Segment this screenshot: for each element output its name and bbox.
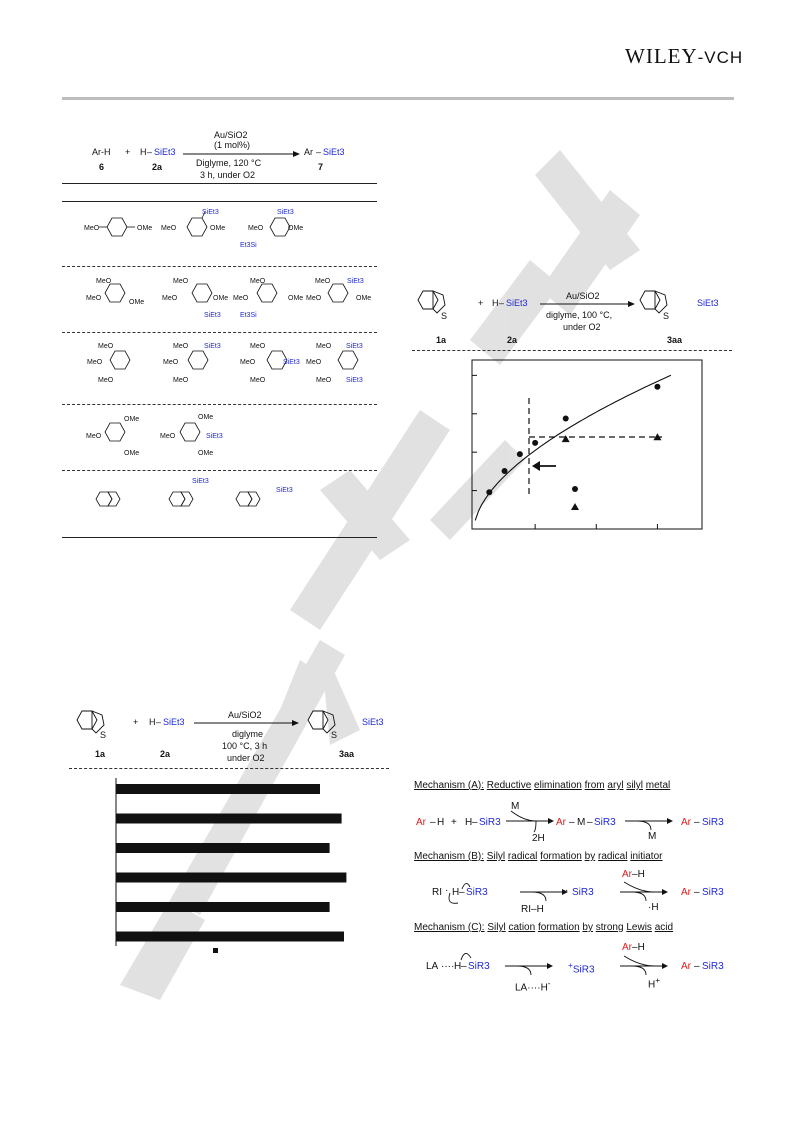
mech-b-curly-arrows: [444, 875, 474, 905]
structure-silyl-trimethoxybenzene-123: [183, 345, 243, 395]
scheme3-catalyst: Au/SiO2: [228, 710, 262, 720]
data-point-circle: [517, 451, 523, 457]
label-ome: OMe: [213, 295, 229, 302]
label-ome: OMe: [288, 225, 304, 232]
scheme3-bond: –: [156, 717, 162, 727]
mech-b-sir3-3: SiR3: [702, 887, 724, 898]
structure-1-silyl-naphthalene: [165, 488, 215, 518]
label-et3si: Et3Si: [240, 242, 257, 249]
structure-trimethoxybenzene-123: [105, 345, 165, 395]
scheme3-conditions-1: diglyme: [232, 729, 264, 739]
scheme3-divider: [69, 768, 389, 769]
mech-b-radical-dot: ·: [445, 885, 449, 896]
label-ome: OMe: [137, 225, 153, 232]
scheme3-conditions-3: under O2: [227, 753, 265, 763]
label-meo: MeO: [315, 278, 331, 285]
label-ome: OMe: [198, 450, 214, 457]
label-siet3: SiEt3: [347, 278, 364, 285]
mech-c-dotted-bond: ····: [441, 961, 455, 972]
label-siet3: SiEt3: [202, 209, 219, 216]
mech-b-h: H: [452, 887, 460, 898]
scheme3-product-sulfur: S: [331, 730, 338, 740]
label-meo: MeO: [98, 343, 114, 350]
label-meo: MeO: [250, 278, 266, 285]
label-siet3: SiEt3: [204, 343, 221, 350]
mech-c-arh: Ar–H: [622, 942, 645, 953]
label-meo: MeO: [86, 433, 102, 440]
mech-a-2h: 2H: [532, 833, 545, 844]
mech-c-silyl-cation: +SiR3: [568, 960, 595, 976]
label-meo: MeO: [87, 359, 103, 366]
label-ome: OMe: [129, 299, 145, 306]
label-meo: MeO: [163, 359, 179, 366]
scheme1-plus: +: [125, 147, 131, 157]
fit-curve: [475, 375, 671, 520]
label-siet3: SiEt3: [346, 343, 363, 350]
mech-a-ar-2: Ar: [556, 817, 566, 828]
data-point-circle: [502, 468, 508, 474]
mech-a-h2: H: [465, 817, 473, 828]
scheme2-h: H: [492, 298, 499, 308]
label-meo: MeO: [160, 433, 176, 440]
table-divider: [62, 332, 377, 333]
label-meo: MeO: [173, 278, 189, 285]
mech-a-plus: +: [451, 817, 457, 828]
data-point-circle: [654, 384, 660, 390]
scheme1-conditions-2: 3 h, under O2: [200, 170, 256, 180]
scheme2-label-1a: 1a: [436, 335, 447, 345]
scheme2-product-silane: SiEt3: [697, 298, 719, 308]
scheme1-reactant-aryl: Ar-H: [92, 147, 111, 157]
mech-a-sir3-3: SiR3: [702, 817, 724, 828]
label-siet3: SiEt3: [206, 433, 223, 440]
scheme2-sulfur: S: [441, 311, 448, 321]
mech-a-bond4: –: [587, 817, 593, 828]
bar: [116, 873, 346, 883]
mech-a-h: H: [437, 817, 445, 828]
table-rule-bottom: [62, 537, 377, 538]
scheme3-plus: +: [133, 717, 139, 727]
scheme2-product-sulfur: S: [663, 311, 670, 321]
mech-c-sir3: SiR3: [468, 961, 490, 972]
scheme3-label-3aa: 3aa: [339, 749, 355, 759]
mechanism-a-title: Mechanism (A): Reductive elimination from aryl silyl metal: [414, 780, 671, 791]
label-meo: MeO: [173, 377, 189, 384]
mech-c-h: H: [454, 961, 462, 972]
mech-b-ar: Ar: [681, 887, 691, 898]
label-meo: MeO: [250, 343, 266, 350]
scheme3-benzothiophene: [74, 707, 134, 747]
mechanism-c-title: Mechanism (C): Silyl cation formation by strong Lewis acid: [414, 922, 674, 933]
removal-arrow: [532, 461, 556, 471]
bar: [116, 932, 344, 942]
scheme3-silane: SiEt3: [163, 717, 185, 727]
scheme2-catalyst: Au/SiO2: [566, 291, 600, 301]
label-siet3: SiEt3: [204, 312, 221, 319]
table-divider: [62, 404, 377, 405]
scheme3-sulfur: S: [100, 730, 107, 740]
scheme1-catalyst: Au/SiO2: [214, 130, 248, 140]
mech-a-bond5: –: [694, 817, 700, 828]
mech-b-rih: RI–H: [521, 904, 544, 915]
label-ome: OMe: [198, 414, 214, 421]
mech-a-metal: M: [511, 801, 520, 812]
chart-frame: [472, 360, 702, 529]
mech-c-ar: Ar: [681, 961, 691, 972]
structure-silyl-trimethoxybenzene-124: [262, 345, 322, 395]
mech-c-bond-2: –: [694, 961, 700, 972]
scheme2-label-2a: 2a: [507, 335, 518, 345]
scheme2-silane: SiEt3: [506, 298, 528, 308]
label-meo: MeO: [316, 377, 332, 384]
mech-b-bond-2: –: [694, 887, 700, 898]
mech-b-sir3: SiR3: [466, 887, 488, 898]
scheme1-conditions-1: Diglyme, 120 °C: [196, 158, 262, 168]
label-ome: OMe: [288, 295, 304, 302]
scheme3-product-silane: SiEt3: [362, 717, 384, 727]
scheme1-product-aryl: Ar: [304, 147, 313, 157]
mech-a-arrow-1: [506, 808, 556, 838]
scheme3-label-2a: 2a: [160, 749, 171, 759]
label-meo: MeO: [173, 343, 189, 350]
label-meo: MeO: [84, 225, 100, 232]
mech-c-arrow-2: [620, 953, 670, 983]
scheme3-product-benzothiophene: [305, 707, 365, 747]
structure-silyl-trimethoxybenzene-135: [175, 417, 235, 467]
mech-a-metal-3: M: [648, 831, 657, 842]
label-ome: OMe: [124, 450, 140, 457]
scheme1-silane-bond: –: [147, 147, 153, 157]
scheme2-label-3aa: 3aa: [667, 335, 683, 345]
data-point-circle: [532, 440, 538, 446]
recycle-bar-chart: [116, 778, 386, 958]
bar: [116, 784, 320, 794]
label-ome: OMe: [124, 416, 140, 423]
data-point-circle: [563, 416, 569, 422]
scheme2-divider: [412, 350, 732, 351]
label-meo: MeO: [240, 359, 256, 366]
label-ome: OMe: [210, 225, 226, 232]
table-rule-head: [62, 201, 377, 202]
scheme2-bond: –: [499, 298, 505, 308]
scheme1-silane: SiEt3: [154, 147, 176, 157]
bar: [116, 814, 342, 824]
mech-c-bond: –: [461, 961, 467, 972]
bar: [116, 843, 330, 853]
scheme3-label-1a: 1a: [95, 749, 106, 759]
kinetic-chart: [472, 360, 704, 530]
mech-c-sir3-3: SiR3: [702, 961, 724, 972]
publisher-logo: WILEY-VCH: [625, 44, 744, 68]
mech-b-radical-dot-2: ·: [565, 885, 569, 896]
mech-b-ri: RI: [432, 887, 442, 898]
scheme1-silane-h: H: [140, 147, 147, 157]
label-meo: MeO: [161, 225, 177, 232]
mech-b-arh: Ar–H: [622, 869, 645, 880]
mech-c-proton: H+: [648, 975, 661, 991]
structure-naphthalene: [92, 488, 142, 518]
table-divider: [62, 470, 377, 471]
label-meo: MeO: [306, 295, 322, 302]
mechanism-b-title: Mechanism (B): Silyl radical formation by radical initiator: [414, 851, 663, 862]
table-divider: [62, 266, 377, 267]
scheme2-arrow: [540, 300, 640, 310]
legend-square-marker: [213, 948, 218, 953]
label-ome: OMe: [356, 295, 372, 302]
mech-b-h-radical: ·H: [648, 902, 659, 913]
mech-a-bond: –: [430, 817, 436, 828]
legend-circle-marker: [572, 486, 578, 492]
scheme1-loading: (1 mol%): [214, 140, 251, 150]
mech-a-sir3-2: SiR3: [594, 817, 616, 828]
mech-b-sir3-radical: SiR3: [572, 887, 594, 898]
scheme3-conditions-2: 100 °C, 3 h: [222, 741, 268, 751]
scheme1-label-6: 6: [99, 162, 105, 172]
structure-bis-silyl-trimethoxybenzene-123: [333, 345, 393, 395]
mech-a-sir3: SiR3: [479, 817, 501, 828]
label-et3si: Et3Si: [240, 312, 257, 319]
mech-c-la: LA: [426, 961, 439, 972]
scheme2-plus: +: [478, 298, 484, 308]
scheme3-arrow: [194, 719, 304, 729]
scheme1-product-bond: –: [316, 147, 322, 157]
label-siet3: SiEt3: [277, 209, 294, 216]
scheme1-label-2a: 2a: [152, 162, 163, 172]
scheme2-conditions-1: diglyme, 100 °C,: [546, 310, 613, 320]
label-meo: MeO: [96, 278, 112, 285]
data-point-circle: [486, 489, 492, 495]
label-siet3: SiEt3: [192, 478, 209, 485]
mech-a-metal-2: M: [577, 817, 586, 828]
label-meo: MeO: [306, 359, 322, 366]
mech-b-bond: –: [459, 887, 465, 898]
bar: [116, 902, 330, 912]
data-point-triangle: [562, 435, 570, 442]
scheme2-conditions-2: under O2: [563, 322, 601, 332]
label-meo: MeO: [162, 295, 178, 302]
scheme1-product-silane: SiEt3: [323, 147, 345, 157]
scheme1-label-7: 7: [318, 162, 324, 172]
mech-c-curly-arrow: [457, 948, 477, 968]
mech-a-bond3: –: [569, 817, 575, 828]
label-meo: MeO: [233, 295, 249, 302]
legend-triangle-marker: [571, 503, 579, 510]
mech-c-la-h: LA····H-: [515, 978, 551, 994]
mech-b-arrow-2: [620, 879, 670, 909]
scheme3-h: H: [149, 717, 156, 727]
label-meo: MeO: [86, 295, 102, 302]
label-meo: MeO: [248, 225, 264, 232]
mech-a-ar-3: Ar: [681, 817, 691, 828]
label-meo: MeO: [250, 377, 266, 384]
label-siet3: SiEt3: [346, 377, 363, 384]
structure-2-silyl-naphthalene: [232, 488, 282, 518]
label-meo: MeO: [316, 343, 332, 350]
label-siet3: SiEt3: [276, 487, 293, 494]
table-rule-top: [62, 183, 377, 184]
mech-a-bond2: –: [472, 817, 478, 828]
label-meo: MeO: [98, 377, 114, 384]
mech-a-ar: Ar: [416, 817, 426, 828]
label-siet3: SiEt3: [283, 359, 300, 366]
